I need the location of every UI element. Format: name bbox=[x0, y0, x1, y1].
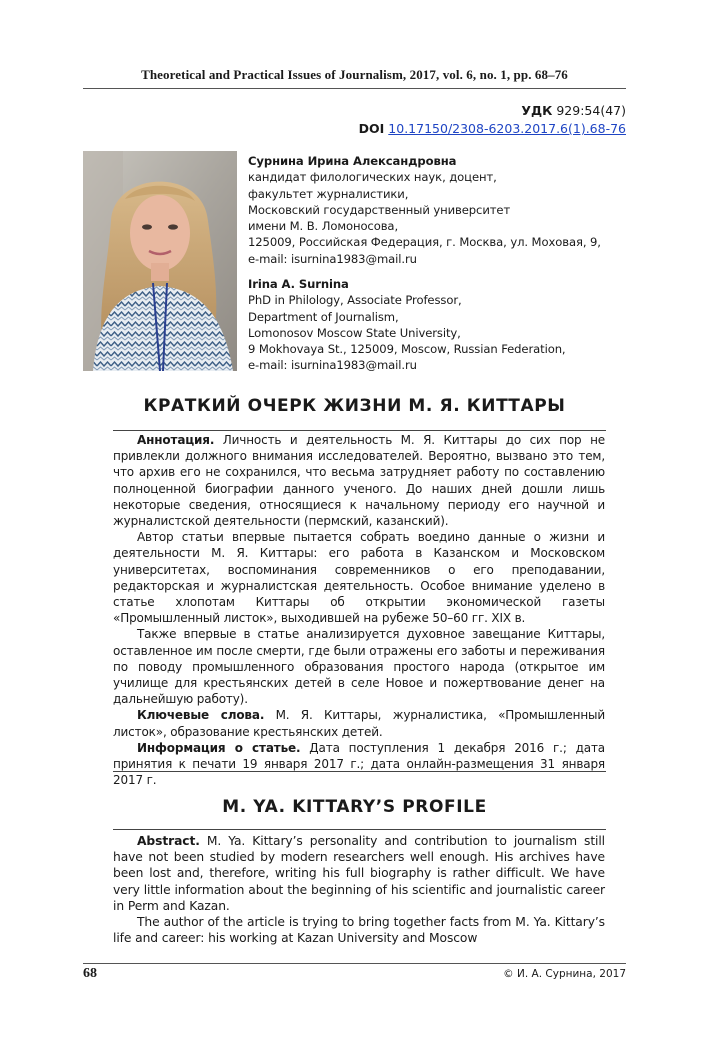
doi-label: DOI bbox=[358, 121, 385, 136]
author-line-ru: Московский государственный университет bbox=[248, 202, 511, 217]
annotation-paragraph bbox=[113, 432, 605, 529]
author-info-ru bbox=[248, 153, 601, 267]
keywords-paragraph bbox=[113, 707, 605, 739]
author-info-en bbox=[248, 276, 566, 374]
annotation-text: Личность и деятельность М. Я. Киттары до сих пор не привлекли должного внимания исследователей. Вероятно, вызвано это тем, что архив его не сохранился, что весьма затрудняет работу по составлению полноценной биографии данного ученого. До наших дней дошли лишь некоторые сведения, относящиеся к начальному периоду его научной и журналистской деятельности (пермский, казанский). bbox=[113, 433, 605, 529]
article-identifiers bbox=[359, 102, 626, 138]
author-name-en: Irina A. Surnina bbox=[248, 277, 349, 291]
author-line-en: Department of Journalism, bbox=[248, 309, 399, 324]
abstract-label: Abstract. bbox=[137, 834, 200, 848]
annotation-label: Аннотация. bbox=[137, 433, 215, 447]
author-line-ru: имени М. В. Ломоносова, bbox=[248, 219, 399, 234]
author-line-ru: факультет журналистики, bbox=[248, 186, 409, 201]
author-name-ru: Сурнина Ирина Александровна bbox=[248, 154, 457, 168]
header-divider bbox=[83, 88, 626, 89]
udc-label: УДК bbox=[521, 103, 553, 118]
author-line-en: Lomonosov Moscow State University, bbox=[248, 325, 461, 340]
page-number: 68 bbox=[83, 966, 97, 981]
author-email-en: e-mail: isurnina1983@mail.ru bbox=[248, 358, 417, 373]
article-title-ru: КРАТКИЙ ОЧЕРК ЖИЗНИ М. Я. КИТТАРЫ bbox=[143, 396, 566, 416]
author-line-ru: 125009, Российская Федерация, г. Москва, ул. Моховая, 9, bbox=[248, 235, 601, 250]
keywords-label: Ключевые слова. bbox=[137, 708, 265, 723]
doi-line bbox=[359, 120, 626, 138]
abstract-ru-bottom-divider bbox=[113, 771, 606, 772]
abstract-en-top-divider bbox=[113, 829, 606, 830]
article-title-en: M. YA. KITTARY’S PROFILE bbox=[222, 797, 487, 817]
udc-line bbox=[359, 102, 626, 120]
keywords-text: М. Я. Киттары, журналистика, «Промышленный листок», образование крестьянских детей. bbox=[113, 708, 605, 739]
udc-value: 929:54(47) bbox=[556, 103, 626, 118]
abstract-ru bbox=[113, 432, 605, 788]
abstract-ru-paragraph-3: Также впервые в статье анализируется духовное завещание Киттары, оставленное им после смерти, где были отражены его заботы и переживания по поводу промышленного образования простого народа (открытое им училище для крестьянских детей в селе Новое и пожертвование денег на дальнейшую работу). bbox=[113, 627, 605, 707]
article-info-label: Информация о статье. bbox=[137, 740, 301, 755]
abstract-en-paragraph-2: The author of the article is trying to bring together facts from M. Ya. Kittary’s life and career: his working at Kazan University and Moscow bbox=[113, 915, 605, 946]
abstract-en-paragraph-1 bbox=[113, 833, 605, 914]
abstract-en bbox=[113, 833, 605, 946]
copyright-notice: © И. А. Сурнина, 2017 bbox=[503, 968, 626, 980]
article-info-paragraph bbox=[113, 740, 605, 789]
author-line-en: 9 Mokhovaya St., 125009, Moscow, Russian Federation, bbox=[248, 342, 566, 357]
doi-link[interactable]: 10.17150/2308-6203.2017.6(1).68-76 bbox=[388, 121, 626, 136]
author-line-ru: кандидат филологических наук, доцент, bbox=[248, 170, 497, 185]
author-line-en: PhD in Philology, Associate Professor, bbox=[248, 293, 462, 308]
author-email-ru: e-mail: isurnina1983@mail.ru bbox=[248, 251, 417, 266]
footer-divider bbox=[83, 963, 626, 964]
abstract-text: M. Ya. Kittary’s personality and contribution to journalism still have not been studied by modern researchers well enough. His archives have been lost and, therefore, writing his full biography is rather difficult. We have very little information about the beginning of his scientific and journalistic career in Perm and Kazan. bbox=[113, 834, 605, 913]
running-header: Theoretical and Practical Issues of Journalism, 2017, vol. 6, no. 1, pp. 68–76 bbox=[141, 67, 568, 82]
author-photo bbox=[83, 151, 237, 371]
article-info-text: Дата поступления 1 декабря 2016 г.; дата принятия к печати 19 января 2017 г.; дата онлайн-размещения 31 января 2017 г. bbox=[113, 740, 605, 788]
abstract-ru-paragraph-2: Автор статьи впервые пытается собрать воедино данные о жизни и деятельности М. Я. Киттары: его работа в Казанском и Московском университетах, воспоминания современников о его преподавании, редакторская и журналистская деятельность. Особое внимание уделено в статье хлопотам Киттары об открытии экономической газеты «Промышленный листок», выходившей на рубеже 50–60 гг. XIX в. bbox=[113, 530, 605, 626]
abstract-ru-top-divider bbox=[113, 430, 606, 431]
